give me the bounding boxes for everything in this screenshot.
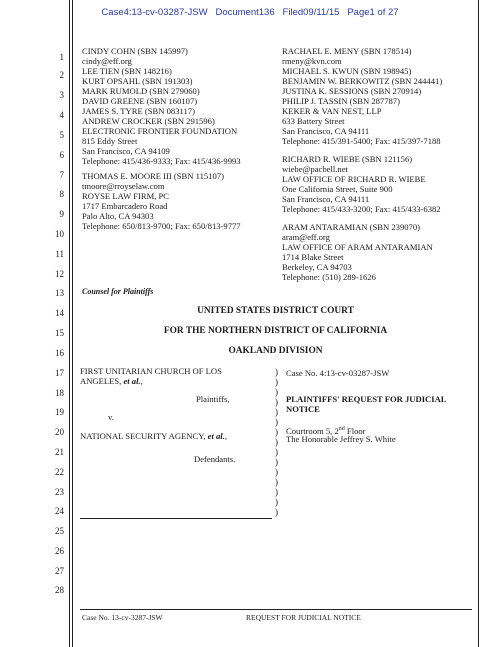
attorney-email[interactable]: tmoore@rroyselaw.com [82, 181, 165, 191]
line-number: 5 [59, 130, 64, 140]
firm-address: San Francisco, CA 94109 [82, 146, 170, 156]
firm-phone: Telephone: (510) 289-1626 [282, 272, 376, 282]
line-number: 14 [55, 308, 64, 318]
firm-address: Berkeley, CA 94703 [282, 262, 352, 272]
firm-phone: Telephone: 650/813-9700; Fax: 650/813-9777 [82, 221, 241, 231]
attorney-name: KURT OPSAHL (SBN 191303) [82, 76, 193, 86]
attorney-name: RACHAEL E. MENY (SBN 178514) [282, 46, 412, 56]
firm-name: LAW OFFICE OF ARAM ANTARAMIAN [282, 242, 433, 252]
line-number: 19 [55, 407, 64, 417]
line-number: 17 [55, 368, 64, 378]
attorney-name: CINDY COHN (SBN 145997) [82, 46, 188, 56]
firm-address: 633 Battery Street [282, 116, 345, 126]
line-number: 8 [59, 189, 64, 199]
defendants-role: Defendants. [194, 454, 236, 464]
court-name: UNITED STATES DISTRICT COURT [197, 306, 354, 316]
courtroom: Courtroom 5, 2nd Floor [286, 425, 366, 436]
line-number: 9 [59, 209, 64, 219]
firm-address: San Francisco, CA 94111 [282, 194, 370, 204]
line-number: 16 [55, 348, 64, 358]
document-title: PLAINTIFFS' REQUEST FOR JUDICIAL [286, 394, 447, 404]
attorney-name: ANDREW CROCKER (SBN 291596) [82, 116, 215, 126]
line-number: 15 [55, 328, 64, 338]
line-number: 11 [55, 249, 64, 259]
firm-address: 1714 Blake Street [282, 252, 344, 262]
line-number: 20 [55, 427, 64, 437]
attorney-name: ARAM ANTARAMIAN (SBN 239070) [282, 222, 421, 232]
plaintiff-name: FIRST UNITARIAN CHURCH OF LOS [80, 366, 222, 376]
attorney-email[interactable]: rmeny@kvn.com [282, 56, 342, 66]
line-number: 2 [59, 70, 64, 80]
versus: v. [108, 412, 114, 422]
attorney-email[interactable]: wiebe@pacbell.net [282, 164, 348, 174]
attorney-email[interactable]: aram@eff.org [282, 232, 330, 242]
firm-phone: Telephone: 415/433-3200; Fax: 415/433-6382 [282, 204, 441, 214]
plaintiff-name: ANGELES, et al., [80, 376, 143, 386]
line-number: 24 [55, 506, 64, 516]
firm-name: LAW OFFICE OF RICHARD R. WIEBE [282, 174, 426, 184]
left-margin-rule-inner [72, 0, 73, 647]
line-number: 12 [55, 269, 64, 279]
document-page: Case4:13-cv-03287-JSW Document136 Filed09/11/15 Page1 of 27 1 2 3 4 5 6 7 8 9 10 11 12 13 14 15 16 17 18 19 20 21 22 23 24 25 26 27 28 CINDY COHN (SBN 145997) cindy@eff.org LEE TIEN (SBN 148216) KURT OPSAHL (SBN 191303) MARK RUMOLD (SBN 279060) DAVID GREENE (SBN 160107) JAMES S. TYRE (SBN 083117) ANDREW CROCKER (SBN 291596) ELECTRONIC FRONTIER FOUNDATION 815 Eddy Street San Francisco, CA 94109 Telephone: 415/436-9333; Fax: 415/436-9993 THOMAS E. MOORE III (SBN 115107) tmoore@rroyselaw.com ROYSE LAW FIRM, PC 1717 Embarcadero Road Palo Alto, CA 94303 Telephone: 650/813-9700; Fax: 650/813-9777 RACHAEL E. MENY (SBN 178514) rmeny@kvn.com MICHAEL S. KWUN (SBN 198945) BENJAMIN W. BERKOWITZ (SBN 244441) JUSTINA K. SESSIONS (SBN 270914) PHILIP J. TASSIN (SBN 287787) KEKER & VAN NEST, LLP 633 Battery Street San Francisco, CA 94111 Telephone: 415/391-5400; Fax: 415/397-7188 RICHARD R. WIEBE (SBN 121156) wiebe@pacbell.net LAW OFFICE OF RICHARD R. WIEBE One California Street, Suite 900 San Francisco, CA 94111 Telephone: 415/433-3200; Fax: 415/433-6382 ARAM ANTARAMIAN (SBN 239070) aram@eff.org LAW OFFICE OF ARAM ANTARAMIAN 1714 Blake Street Berkeley, CA 94703 Telephone: (510) 289-1626 Counsel for Plaintiffs UNITED STATES DISTRICT COURT FOR THE NORTHERN DISTRICT OF CALIFORNIA OAKLAND DIVISION FIRST UNITARIAN CHURCH OF LOS ANGELES, et al., Plaintiffs, v. NATIONAL SECURITY AGENCY, et al., Defendants. ) ) ) ) ) ) ) ) ) ) ) ) ) ) ) Case No. 4:13-cv-03287-JSW PLAINTIFFS' REQUEST FOR JUDICIAL NOTICE Courtroom 5, 2nd Floor The Honorable Jeffrey S. White Case No. 13-cv-3287-JSW REQUEST FOR JUDICIAL NOTICE [0, 0, 500, 647]
attorney-name: MICHAEL S. KWUN (SBN 198945) [282, 66, 412, 76]
attorney-email[interactable]: cindy@eff.org [82, 56, 132, 66]
firm-name: ROYSE LAW FIRM, PC [82, 191, 170, 201]
line-number: 21 [55, 447, 64, 457]
attorney-name: THOMAS E. MOORE III (SBN 115107) [82, 171, 224, 181]
line-number: 7 [59, 170, 64, 180]
firm-name: KEKER & VAN NEST, LLP [282, 106, 382, 116]
firm-phone: Telephone: 415/436-9333; Fax: 415/436-9993 [82, 156, 241, 166]
firm-address: San Francisco, CA 94111 [282, 126, 370, 136]
firm-address: Palo Alto, CA 94303 [82, 211, 154, 221]
court-division: OAKLAND DIVISION [228, 346, 323, 356]
court-district: FOR THE NORTHERN DISTRICT OF CALIFORNIA [163, 326, 388, 336]
left-margin-rule [69, 0, 70, 647]
firm-phone: Telephone: 415/391-5400; Fax: 415/397-7188 [282, 136, 441, 146]
attorney-name: DAVID GREENE (SBN 160107) [82, 96, 198, 106]
attorney-name: LEE TIEN (SBN 148216) [82, 66, 172, 76]
firm-name: ELECTRONIC FRONTIER FOUNDATION [82, 126, 238, 136]
line-number: 28 [55, 585, 64, 595]
line-number: 1 [59, 52, 64, 62]
line-number: 22 [55, 467, 64, 477]
attorney-name: BENJAMIN W. BERKOWITZ (SBN 244441) [282, 76, 443, 86]
line-number: 10 [55, 229, 64, 239]
line-number: 4 [59, 110, 64, 120]
line-number: 26 [55, 546, 64, 556]
footer-rule [80, 609, 472, 610]
plaintiffs-role: Plaintiffs, [196, 394, 230, 404]
attorney-name: MARK RUMOLD (SBN 279060) [82, 86, 200, 96]
line-number: 25 [55, 526, 64, 536]
footer-case-number: Case No. 13-cv-3287-JSW [82, 613, 163, 622]
line-number: 13 [55, 288, 64, 298]
attorney-name: PHILIP J. TASSIN (SBN 287787) [282, 96, 400, 106]
caption-underline [80, 518, 272, 519]
counsel-for-plaintiffs: Counsel for Plaintiffs [82, 287, 154, 296]
line-number: 6 [59, 150, 64, 160]
document-title: NOTICE [286, 404, 320, 414]
judge: The Honorable Jeffrey S. White [286, 434, 396, 444]
line-number: 18 [55, 388, 64, 398]
case-number: Case No. 4:13-cv-03287-JSW [286, 368, 390, 378]
attorney-name: RICHARD R. WIEBE (SBN 121156) [282, 154, 413, 164]
ecf-header: Case4:13-cv-03287-JSW Document136 Filed09/11/15 Page1 of 27 [101, 7, 399, 18]
attorney-name: JAMES S. TYRE (SBN 083117) [82, 106, 195, 116]
defendant-name: NATIONAL SECURITY AGENCY, et al., [80, 431, 227, 441]
line-number: 3 [59, 90, 64, 100]
right-margin-rule [478, 0, 479, 647]
line-number: 23 [55, 487, 64, 497]
attorney-name: JUSTINA K. SESSIONS (SBN 270914) [282, 86, 422, 96]
firm-address: 1717 Embarcadero Road [82, 201, 168, 211]
firm-address: One California Street, Suite 900 [282, 184, 393, 194]
line-number: 27 [55, 566, 64, 576]
footer-document-title: REQUEST FOR JUDICIAL NOTICE [246, 613, 361, 622]
firm-address: 815 Eddy Street [82, 136, 138, 146]
